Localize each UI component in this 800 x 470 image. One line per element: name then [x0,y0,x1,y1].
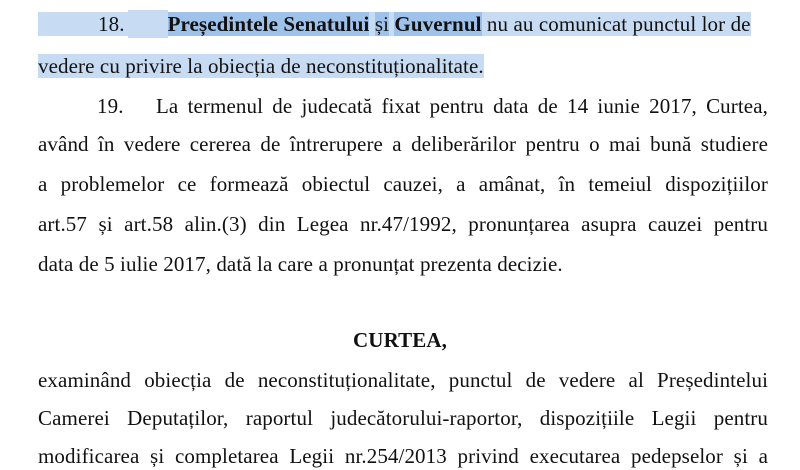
section-heading: CURTEA, [353,328,447,352]
para-19-line-2: având în vedere cererea de întrerupere a deliberărilor pentru o mai bună studiere [38,132,768,156]
para-19-line-1: La termenul de judecată fixat pentru data de 14 iunie 2017, Curtea, [156,94,768,118]
para-18-senate-president: Președintele Senatului [167,12,370,36]
para-19-line-5: data de 5 iulie 2017, dată la care a pronunțat prezenta decizie. [38,252,563,276]
final-para-line-2: Camerei Deputaților, raportul judecătorului-raportor, dispozițiile Legii pentru [38,406,768,430]
para-18-conjunction: și [374,12,390,36]
para-18-line-1 [38,10,780,38]
para-18-government: Guvernul [394,12,482,36]
para-19-number: 19. [97,94,124,118]
para-19-line-4: art.57 și art.58 alin.(3) din Legea nr.47/1992, pronunțarea asupra cauzei pentru [38,212,768,236]
para-18-line-2: vedere cu privire la obiecția de neconstituționalitate. [38,54,484,78]
para-18-line-1-rest: nu au comunicat punctul lor de [486,12,751,36]
final-para-line-3: modificarea și completarea Legii nr.254/2013 privind executarea pedepselor și a [38,444,768,468]
para-18-number: 18. [38,12,128,36]
final-para-line-1: examinând obiecția de neconstituționalitate, punctul de vedere al Președintelui [38,368,768,392]
para-19-line-3: a problemelor ce formează obiectul cauzei, a amânat, în temeiul dispozițiilor [38,172,768,196]
